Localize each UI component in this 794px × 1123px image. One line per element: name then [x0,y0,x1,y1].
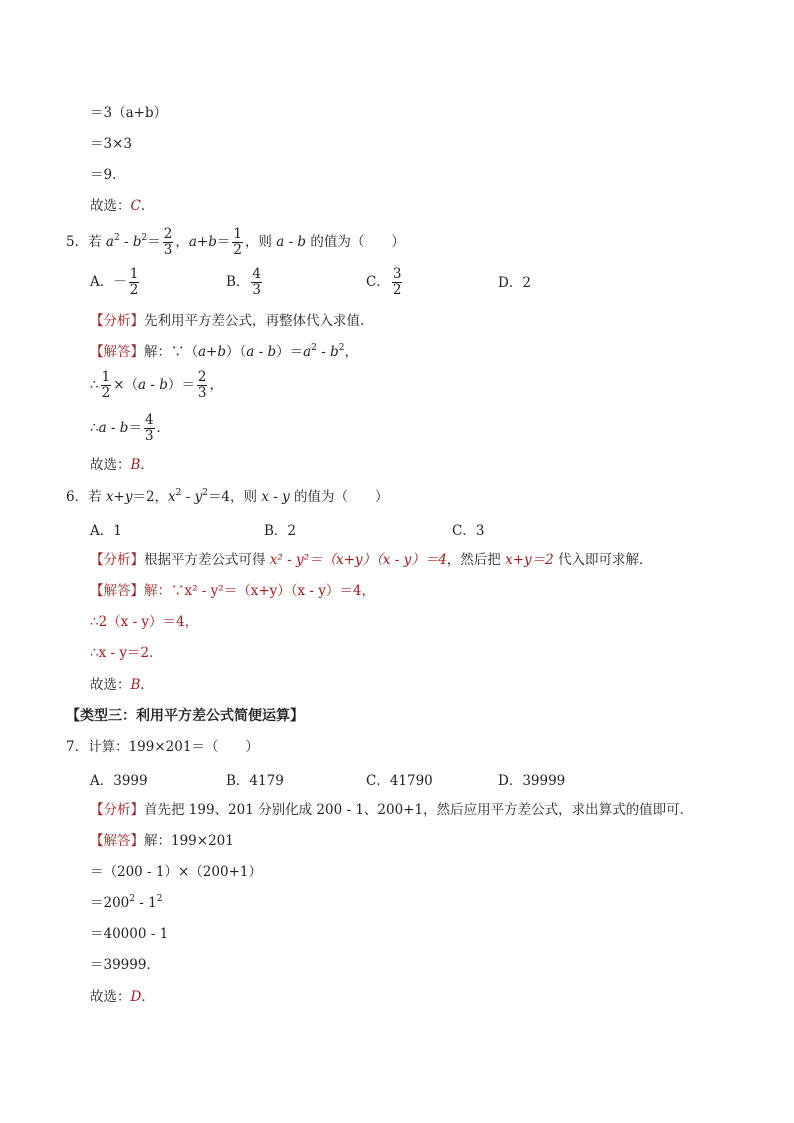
answer-line: 故选：C． [90,198,155,214]
option-d[interactable]: D．39999 [498,773,566,789]
answer-line: 故选：B． [90,457,154,473]
analysis: 【分析】根据平方差公式可得 x² - y²＝（x+y）（x - y）＝4，然后把 x+y＝2 代入即可求解． [90,552,653,568]
answer-line: 故选：B． [90,677,154,693]
solution-step: ＝40000 - 1 [90,926,169,942]
solution-step: ∴a - b＝ $\frac{4}{3}$ ． [90,412,171,444]
solution-step: ＝3×3 [90,136,132,152]
option-a[interactable]: A．3999 [90,773,148,789]
fraction: $\frac{2}{3}$ [163,226,173,258]
analysis: 【分析】先利用平方差公式，再整体代入求值． [90,313,374,329]
solution-intro: 【解答】解：∵x² - y²＝（x+y）（x - y）＝4， [90,583,375,599]
solution-step: ＝9． [90,167,126,183]
option-b[interactable]: B．2 [264,523,297,539]
option-b[interactable]: B． $\frac{4}{3}$ [226,266,262,298]
analysis: 【分析】首先把 199、201 分别化成 200 - 1、200+1，然后应用平方差公式，求出算式的值即可． [90,802,694,818]
question-5-stem: 5．若 $a^2 - b^2=$ $\frac{2}{3}$ ，a+b＝ $\frac{1}{2}$ ，则 a - b 的值为（ ） [66,226,405,258]
option-a[interactable]: A．－ $\frac{1}{2}$ [90,266,139,298]
section-heading: 【类型三：利用平方差公式简便运算】 [66,708,304,724]
solution-intro: 【解答】解：∵（a+b）（a - $b)=a^2 - b^2$， [90,343,358,360]
solution-intro: 【解答】解：199×201 [90,833,234,849]
option-b[interactable]: B．4179 [226,773,284,789]
question-7-stem: 7．计算：199×201＝（ ） [66,739,259,755]
option-c[interactable]: C． $\frac{3}{2}$ [366,266,402,298]
option-c[interactable]: C．3 [452,523,485,539]
option-a[interactable]: A．1 [90,523,122,539]
question-6-stem: 6．若 x+y＝2，$x^2 - y^2=4$，则 x - y 的值为（ ） [66,488,389,505]
solution-step: $=200^2 - 1^2$ [90,894,163,911]
option-d[interactable]: D．2 [498,275,531,291]
solution-step: ＝39999． [90,957,160,973]
answer-line: 故选：D． [90,989,155,1005]
option-c[interactable]: C．41790 [366,773,433,789]
solution-step: ∴ $\frac{1}{2}$ ×（a - b）＝ $\frac{2}{3}$ ， [90,369,223,401]
solution-step: ∴x - y＝2． [90,645,163,661]
solution-step: ＝3（a+b） [90,105,168,121]
solution-step: ＝（200 - 1）×（200+1） [90,864,262,880]
fraction: $\frac{1}{2}$ [233,226,242,258]
solution-step: ∴2（x - y）＝4， [90,614,199,630]
